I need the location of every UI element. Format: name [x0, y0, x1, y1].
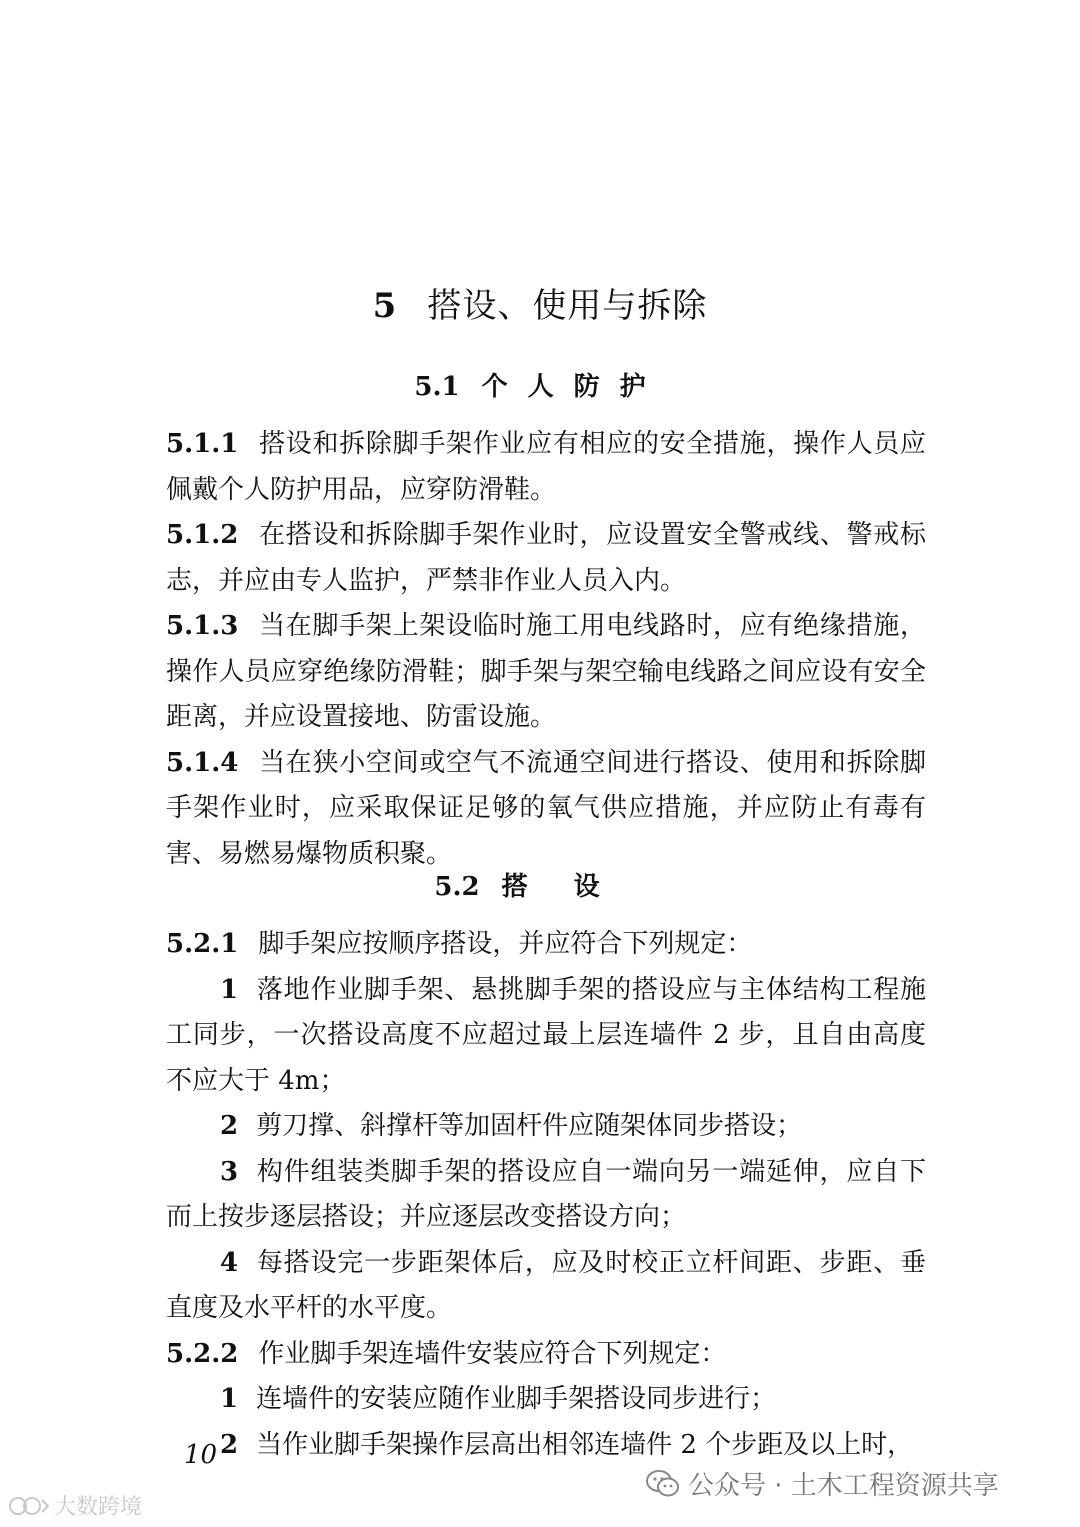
item-number: 1 [220, 1384, 239, 1414]
section-5-1-body [166, 422, 926, 877]
section-number: 5.2 [434, 872, 480, 902]
section-title-5-1 [0, 366, 1080, 403]
list-item [166, 1377, 926, 1423]
section-5-2-body [166, 922, 926, 1468]
item-number: 4 [220, 1247, 239, 1278]
clause-5-1-2 [166, 513, 926, 604]
list-item [166, 1423, 926, 1469]
section-number: 5.1 [414, 372, 460, 402]
clause-5-1-1 [166, 422, 926, 513]
chapter-heading: 搭设、使用与拆除 [427, 286, 708, 326]
clause-5-2-1 [166, 922, 926, 968]
list-item [166, 968, 926, 1105]
clause-text: 搭设和拆除脚手架作业应有相应的安全措施，操作人员应佩戴个人防护用品，应穿防滑鞋。 [166, 429, 926, 505]
clause-5-1-3 [166, 604, 926, 741]
clause-number: 5.1.2 [166, 520, 239, 550]
item-text: 剪刀撑、斜撑杆等加固杆件应随架体同步搭设； [256, 1111, 803, 1141]
clause-text: 脚手架应按顺序搭设，并应符合下列规定： [258, 929, 753, 959]
item-number: 2 [220, 1429, 239, 1460]
list-item [166, 1150, 926, 1241]
wechat-source-label [646, 1465, 999, 1502]
chapter-number: 5 [372, 286, 398, 326]
clause-5-2-2 [166, 1332, 926, 1378]
section-title-5-2 [0, 866, 1080, 903]
item-number: 1 [220, 974, 239, 1005]
watermark-text: 大数跨境 [54, 1495, 143, 1520]
item-number: 2 [220, 1111, 239, 1141]
clause-number: 5.2.1 [166, 929, 239, 959]
list-item [166, 1241, 926, 1332]
item-text: 连墙件的安装应随作业脚手架搭设同步进行； [256, 1384, 777, 1414]
clause-text: 在搭设和拆除脚手架作业时，应设置安全警戒线、警戒标志，并应由专人监护，严禁非作业人员入内。 [166, 520, 926, 596]
item-text: 构件组装类脚手架的搭设应自一端向另一端延伸，应自下而上按步逐层搭设；并应逐层改变搭设方向； [166, 1156, 926, 1232]
clause-number: 5.1.4 [166, 747, 239, 778]
page-number: 10 [184, 1440, 218, 1470]
section-heading: 个人防护 [481, 372, 666, 402]
clause-text: 当在脚手架上架设临时施工用电线路时，应有绝缘措施，操作人员应穿绝缘防滑鞋；脚手架与架空输电线路之间应设有安全距离，并应设置接地、防雷设施。 [166, 611, 926, 732]
item-text: 当作业脚手架操作层高出相邻连墙件 2 个步距及以上时， [256, 1429, 914, 1460]
clause-number: 5.1.1 [166, 429, 239, 459]
clause-5-1-4 [166, 741, 926, 878]
wechat-icon [646, 1470, 680, 1498]
clause-text: 当在狭小空间或空气不流通空间进行搭设、使用和拆除脚手架作业时，应采取保证足够的氧气供应措施，并应防止有毒有害、易燃易爆物质积聚。 [166, 747, 926, 869]
chapter-title [0, 278, 1080, 327]
item-text: 每搭设完一步距架体后，应及时校正立杆间距、步距、垂直度及水平杆的水平度。 [166, 1247, 926, 1323]
watermark [8, 1490, 142, 1521]
item-text: 落地作业脚手架、悬挑脚手架的搭设应与主体结构工程施工同步，一次搭设高度不应超过最上层连墙件 2 步，且自由高度不应大于 4m； [166, 974, 926, 1096]
source-text: 公众号 · 土木工程资源共享 [688, 1471, 999, 1501]
clause-number: 5.1.3 [166, 611, 239, 641]
clause-number: 5.2.2 [166, 1338, 239, 1369]
watermark-logo-icon [8, 1494, 50, 1518]
item-number: 3 [220, 1156, 239, 1187]
list-item [166, 1104, 926, 1150]
section-heading: 搭设 [501, 872, 646, 902]
clause-text: 作业脚手架连墙件安装应符合下列规定： [258, 1338, 727, 1369]
